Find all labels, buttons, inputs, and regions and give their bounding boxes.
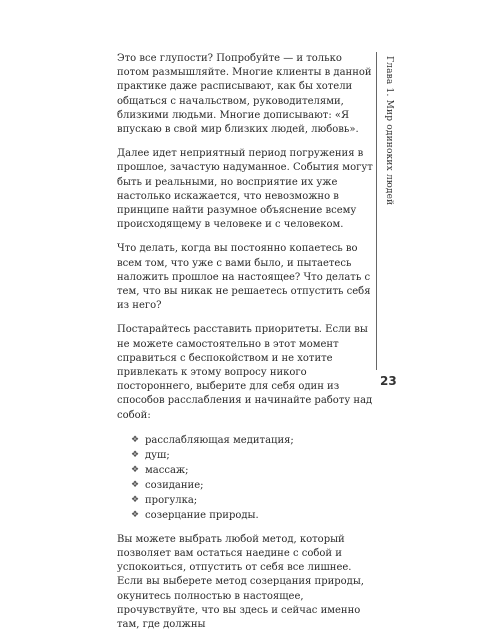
list-item: ❖ душ;	[131, 449, 170, 461]
diamond-bullet-icon: ❖	[131, 434, 140, 445]
list-item: ❖ созерцание природы.	[131, 509, 259, 521]
diamond-bullet-icon: ❖	[131, 509, 140, 520]
paragraph-5: Вы можете выбрать любой метод, который позволяет вам остаться наедине с собой и успокоиться, отпустить от себя все лишнее. Если вы выберете метод созерцания природы, окунитесь полностью в настоящее, прочувствуйте, что вы здесь и сейчас именно там, где должны	[117, 533, 364, 631]
paragraph-4: Постарайтесь расставить приоритеты. Если вы не можете самостоятельно в этот момент справиться с беспокойством и не хотите привлекать к этому вопросу никого постороннего, выберите для себя один из способов расслабления и начинайте работу над собой:	[117, 324, 373, 421]
paragraph-3: Что делать, когда вы постоянно копаетесь во всем том, что уже с вами было, и пытаетесь наложить прошлое на настоящее? Что делать с тем, что вы никак не решаетесь отпустить себя из него?	[117, 243, 371, 312]
list-item: ❖ расслабляющая медитация;	[131, 434, 294, 446]
diamond-bullet-icon: ❖	[131, 479, 140, 490]
diamond-bullet-icon: ❖	[131, 464, 140, 475]
margin-divider	[376, 52, 377, 370]
paragraph-1: Это все глупости? Попробуйте — и только потом размышляйте. Многие клиенты в данной практике даже расписывают, как бы хотели общаться с начальством, руководителями, близкими людьми. Многие дописывают: «Я впускаю в свой мир близких людей, любовь».	[117, 53, 372, 136]
list-item: ❖ массаж;	[131, 464, 189, 476]
list-item: ❖ прогулка;	[131, 494, 198, 506]
list-item: ❖ созидание;	[131, 479, 204, 491]
page-number: 23	[380, 374, 397, 388]
diamond-bullet-icon: ❖	[131, 449, 140, 460]
paragraph-2: Далее идет неприятный период погружения в прошлое, зачастую надуманное. События могут быть и реальными, но восприятие их уже настолько искажается, что невозможно в принципе найти разумное объяснение всему происходящему в человеке и с человеком.	[117, 148, 373, 231]
running-chapter-title: Глава 1. Мир одиноких людей	[384, 56, 394, 206]
text-column	[117, 52, 373, 642]
relaxation-methods-list	[117, 433, 373, 523]
diamond-bullet-icon: ❖	[131, 494, 140, 505]
